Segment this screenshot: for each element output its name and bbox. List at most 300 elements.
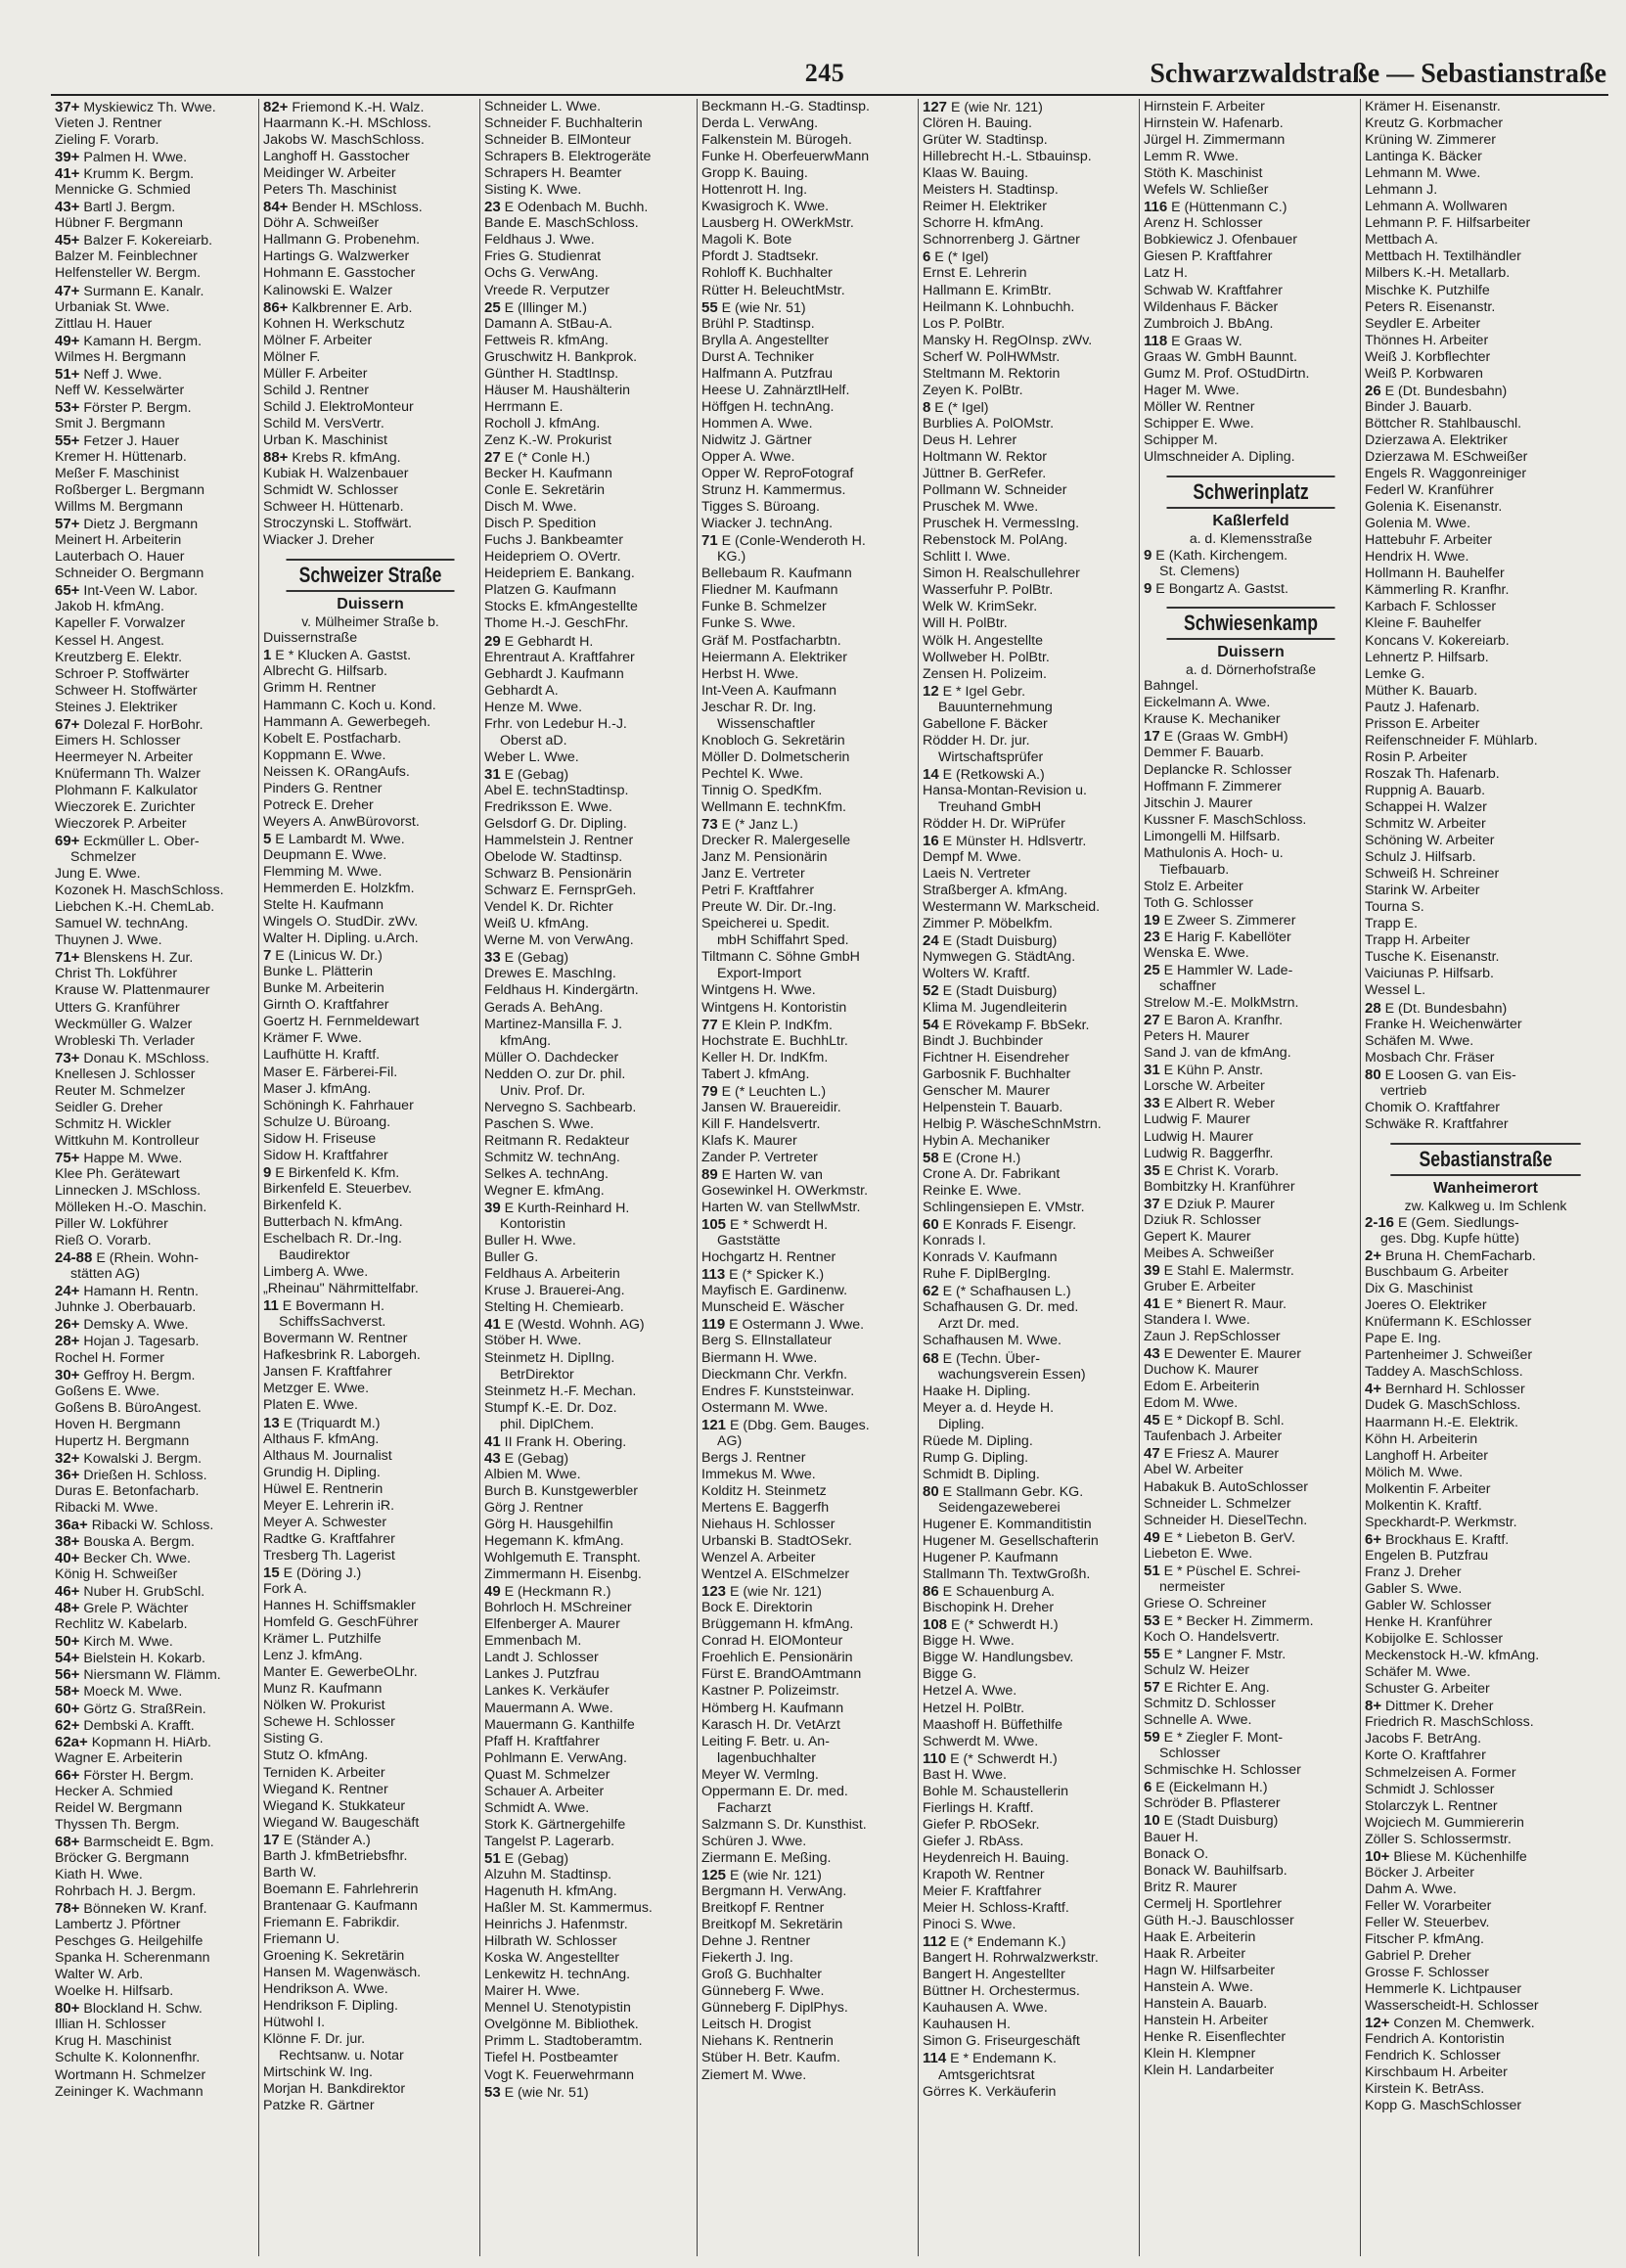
directory-entry: Zimmermann H. Eisenbg.	[484, 1566, 642, 1583]
directory-entry: Strelow M.-E. MolkMstrn.	[1144, 995, 1299, 1012]
directory-entry: Albien M. Wwe.	[484, 1466, 581, 1482]
directory-entry: 80 E Loosen G. van Eis-	[1365, 1066, 1516, 1083]
directory-entry: Dzierzawa A. Elektriker	[1365, 431, 1508, 448]
directory-entry: Krämer L. Putzhilfe	[263, 1631, 382, 1648]
directory-entry: 77 E Klein P. IndKfm.	[701, 1016, 833, 1033]
directory-entry: Garbosnik F. Buchhalter	[923, 1066, 1071, 1082]
directory-entry: Breitkopf M. Sekretärin	[701, 1917, 843, 1933]
directory-entry: 121 E (Dbg. Gem. Bauges.	[701, 1416, 870, 1433]
directory-entry: Hetzel H. PolBtr.	[923, 1700, 1025, 1716]
directory-entry: 55 E (wie Nr. 51)	[701, 298, 806, 316]
directory-entry: Drecker R. Malergeselle	[701, 833, 851, 849]
directory-entry: Hugener M. Gesellschafterin	[923, 1533, 1099, 1550]
directory-entry: Schewe H. Schlosser	[263, 1714, 395, 1731]
directory-entry: Zeininger K. Wachmann	[55, 2083, 203, 2100]
directory-entry: 43 E Dewenter E. Maurer	[1144, 1345, 1301, 1363]
directory-entry: Gerads A. BehAng.	[484, 999, 604, 1016]
directory-entry: Sidow H. Friseuse	[263, 1130, 377, 1147]
directory-entry: 6+ Brockhaus E. Kraftf.	[1365, 1530, 1510, 1548]
directory-entry: Cermelj H. Sportlehrer	[1144, 1895, 1283, 1912]
directory-entry: Edom M. Wwe.	[1144, 1395, 1239, 1412]
entry-continuation: Seidengazeweberei	[938, 1499, 1061, 1516]
entry-continuation: Export-Import	[717, 966, 801, 982]
entry-continuation: Amtsgerichtsrat	[938, 2066, 1035, 2083]
directory-entry: 110 E (* Schwerdt H.)	[923, 1749, 1058, 1767]
directory-entry: 37+ Myskiewicz Th. Wwe.	[55, 99, 216, 115]
directory-entry: Zittlau H. Hauer	[55, 315, 153, 332]
directory-entry: Kozonek H. MaschSchloss.	[55, 883, 224, 899]
directory-entry: Stork K. Gärtnergehilfe	[484, 1816, 626, 1833]
directory-entry: Schneider L. Wwe.	[484, 99, 602, 114]
directory-entry: Kopp G. MaschSchlosser	[1365, 2098, 1522, 2114]
directory-entry: Bischopink H. Dreher	[923, 1600, 1055, 1616]
directory-entry: Reidel W. Bergmann	[55, 1799, 183, 1816]
directory-entry: Abel E. technStadtinsp.	[484, 782, 629, 798]
directory-entry: 51 E (Gebag)	[484, 1849, 569, 1867]
directory-entry: Breitkopf F. Rentner	[701, 1900, 825, 1917]
directory-entry: Schmidt J. Schlosser	[1365, 1781, 1495, 1797]
directory-entry: Nervegno S. Sachbearb.	[484, 1099, 637, 1115]
directory-entry: 66+ Förster H. Bergm.	[55, 1766, 195, 1784]
directory-entry: Steinmetz H. DiplIng.	[484, 1349, 615, 1366]
directory-entry: Hugener P. Kaufmann	[923, 1550, 1059, 1566]
directory-entry: Ziermann E. Meßing.	[701, 1849, 832, 1866]
directory-entry: Stallmann Th. TextwGroßh.	[923, 1566, 1091, 1583]
directory-entry: Martinez-Mansilla F. J.	[484, 1016, 623, 1032]
directory-entry: Dempf M. Wwe.	[923, 849, 1021, 866]
directory-entry: Günther H. StadtInsp.	[484, 365, 619, 382]
directory-entry: Pinoci S. Wwe.	[923, 1917, 1016, 1933]
directory-entry: Bunke M. Arbeiterin	[263, 980, 384, 997]
directory-entry: Hilbrath W. Schlosser	[484, 1933, 617, 1950]
directory-entry: Butterbach N. kfmAng.	[263, 1213, 403, 1230]
directory-entry: Reimer H. Elektriker	[923, 199, 1047, 215]
directory-entry: Endres F. Kunststeinwar.	[701, 1383, 855, 1399]
directory-entry: Weiß P. Korbwaren	[1365, 365, 1483, 382]
entry-continuation: ges. Dbg. Kupfe hütte)	[1380, 1231, 1519, 1247]
directory-entry: 24 E (Stadt Duisburg)	[923, 932, 1058, 950]
directory-entry: Böttcher R. Stahlbauschl.	[1365, 415, 1522, 431]
directory-entry: Rechlitz W. Kabelarb.	[55, 1616, 188, 1633]
directory-entry: Wiegand K. Rentner	[263, 1781, 388, 1797]
directory-entry: Zumbroich J. BbAng.	[1144, 315, 1274, 332]
directory-entry: Schorre H. kfmAng.	[923, 215, 1044, 232]
directory-entry: Hanstein A. Wwe.	[1144, 1978, 1253, 1995]
directory-entry: Schrapers H. Beamter	[484, 165, 622, 182]
directory-entry: Weiß J. Korbflechter	[1365, 348, 1491, 365]
directory-entry: Hammann C. Koch u. Kond.	[263, 697, 436, 713]
entry-continuation: Tiefbauarb.	[1159, 861, 1230, 878]
directory-entry: Arenz H. Schlosser	[1144, 215, 1263, 232]
directory-entry: Lorsche W. Arbeiter	[1144, 1078, 1265, 1095]
directory-entry: Gabriel P. Dreher	[1365, 1948, 1471, 1965]
directory-entry: Wefels W. Schließer	[1144, 182, 1269, 199]
directory-entry: Hoffmann F. Zimmerer	[1144, 778, 1282, 794]
directory-entry: Gropp K. Bauing.	[701, 165, 808, 182]
directory-entry: Schrapers B. Elektrogeräte	[484, 149, 652, 165]
directory-entry: Mettbach A.	[1365, 232, 1438, 249]
directory-entry: Reinke E. Wwe.	[923, 1183, 1021, 1200]
entry-continuation: Treuhand GmbH	[938, 798, 1042, 815]
directory-entry: Bergmann H. VerwAng.	[701, 1883, 847, 1900]
directory-entry: Kapeller F. Vorwalzer	[55, 615, 186, 632]
directory-entry: Karbach F. Schlosser	[1365, 599, 1497, 615]
directory-entry: Hoven H. Bergmann	[55, 1416, 181, 1432]
directory-entry: Strunz H. Kammermus.	[701, 482, 846, 499]
directory-entry: Jakob H. kfmAng.	[55, 599, 164, 615]
directory-entry: Juhnke J. Oberbauarb.	[55, 1299, 197, 1316]
directory-entry: Stutz O. kfmAng.	[263, 1747, 369, 1764]
directory-entry: Rödder H. Dr. jur.	[923, 732, 1030, 748]
directory-entry: Niehans K. Rentnerin	[701, 2033, 834, 2050]
directory-entry: Buschbaum G. Arbeiter	[1365, 1264, 1509, 1281]
directory-entry: 25 E Hammler W. Lade-	[1144, 962, 1293, 979]
directory-entry: Schmitz D. Schlosser	[1144, 1696, 1276, 1712]
directory-entry: 38+ Bouska A. Bergm.	[55, 1533, 195, 1551]
directory-entry: Wentzel A. ElSchmelzer	[701, 1566, 850, 1583]
directory-entry: Heiermann A. Elektriker	[701, 649, 848, 665]
directory-entry: 28+ Hojan J. Tagesarb.	[55, 1333, 200, 1350]
directory-entry: Döhr A. Schweißer	[263, 215, 380, 232]
directory-entry: 10+ Bliese M. Küchenhilfe	[1365, 1847, 1527, 1865]
directory-entry: Werne M. von VerwAng.	[484, 932, 634, 949]
directory-entry: Bindt J. Buchbinder	[923, 1032, 1044, 1049]
directory-entry: Gumz M. Prof. OStudDirtn.	[1144, 365, 1310, 382]
directory-entry: Milbers K.-H. Metallarb.	[1365, 265, 1511, 282]
directory-entry: Kwasigroch K. Wwe.	[701, 199, 830, 215]
directory-entry: Landt J. Schlosser	[484, 1650, 599, 1666]
directory-entry: Fliedner M. Kaufmann	[701, 582, 838, 599]
directory-entry: Haak E. Arbeiterin	[1144, 1928, 1256, 1945]
directory-entry: Pape E. Ing.	[1365, 1331, 1442, 1347]
directory-entry: 25 E (Illinger M.)	[484, 298, 587, 316]
directory-entry: 8+ Dittmer K. Dreher	[1365, 1698, 1494, 1715]
directory-entry: 23 E Harig F. Kabellöter	[1144, 928, 1291, 945]
directory-entry: Burch B. Kunstgewerbler	[484, 1482, 638, 1499]
directory-entry: Habakuk B. AutoSchlosser	[1144, 1478, 1308, 1495]
directory-entry: 47+ Surmann E. Kanalr.	[55, 282, 204, 299]
entry-continuation: Gaststätte	[717, 1233, 781, 1249]
directory-entry: Bande E. MaschSchloss.	[484, 215, 639, 232]
directory-entry: Knobloch G. Sekretärin	[701, 732, 845, 748]
district-heading: Wanheimerort	[1433, 1179, 1538, 1197]
directory-entry: Hommen A. Wwe.	[701, 415, 813, 431]
directory-entry: Halfmann A. Putzfrau	[701, 365, 834, 382]
directory-entry: Mathulonis A. Hoch- u.	[1144, 844, 1284, 861]
directory-entry: Wintgens H. Kontoristin	[701, 999, 847, 1016]
entry-continuation: KG.)	[717, 549, 746, 566]
directory-entry: Conle E. Sekretärin	[484, 482, 606, 499]
directory-entry: Buller H. Wwe.	[484, 1233, 576, 1249]
directory-entry: 62+ Dembski A. Krafft.	[55, 1716, 195, 1734]
directory-entry: Taddey A. MaschSchloss.	[1365, 1364, 1523, 1381]
directory-entry: Schüren J. Wwe.	[701, 1833, 807, 1849]
directory-entry: 67+ Dolezal F. HorBohr.	[55, 715, 203, 733]
directory-entry: Klima M. Jugendleiterin	[923, 999, 1067, 1016]
directory-entry: 68 E (Techn. Über-	[923, 1349, 1040, 1367]
directory-entry: Meyer A. Schwester	[263, 1514, 387, 1530]
directory-entry: 6 E (* Igel)	[923, 249, 989, 266]
directory-entry: Schipper M.	[1144, 431, 1218, 448]
directory-entry: Schneider O. Bergmann	[55, 566, 204, 582]
directory-entry: Gabellone F. Bäcker	[923, 715, 1048, 732]
directory-entry: Steines J. Elektriker	[55, 699, 178, 715]
directory-entry: 73+ Donau K. MSchloss.	[55, 1049, 209, 1066]
directory-entry: 27 E (* Conle H.)	[484, 448, 591, 466]
directory-entry: 8 E (* Igel)	[923, 398, 989, 416]
directory-entry: Wrobleski Th. Verlader	[55, 1032, 195, 1049]
directory-entry: Günneberg F. DiplPhys.	[701, 2000, 848, 2017]
directory-entry: Vreede R. Verputzer	[484, 282, 610, 298]
directory-entry: Pfaff H. Kraftfahrer	[484, 1733, 601, 1749]
directory-entry: Bigge G.	[923, 1666, 977, 1683]
directory-entry: Schuster G. Arbeiter	[1365, 1681, 1490, 1698]
directory-entry: Samuel W. technAng.	[55, 916, 189, 932]
directory-entry: Fredriksson E. Wwe.	[484, 798, 612, 815]
directory-entry: Rieß O. Vorarb.	[55, 1233, 152, 1249]
directory-entry: Mölner F.	[263, 348, 321, 365]
directory-entry: Schmidt A. Wwe.	[484, 1799, 590, 1816]
directory-entry: Lemke G.	[1365, 665, 1425, 682]
directory-entry: Barth W.	[263, 1864, 317, 1881]
directory-entry: Pechtel K. Wwe.	[701, 765, 804, 782]
directory-entry: Britz R. Maurer	[1144, 1879, 1238, 1895]
directory-entry: Funke H. OberfeuerwMann	[701, 149, 870, 165]
directory-entry: Manter E. GewerbeOLhr.	[263, 1664, 418, 1681]
directory-entry: Brantenaar G. Kaufmann	[263, 1897, 418, 1914]
directory-entry: Trapp H. Arbeiter	[1365, 932, 1470, 949]
directory-entry: Bauer H.	[1144, 1829, 1198, 1845]
directory-entry: 9 E Bongartz A. Gastst.	[1144, 580, 1288, 598]
directory-entry: Kobelt E. Postfacharb.	[263, 730, 402, 747]
directory-entry: Rochel H. Former	[55, 1349, 164, 1366]
directory-entry: Kill F. Handelsvertr.	[701, 1115, 821, 1132]
directory-entry: Mauermann A. Wwe.	[484, 1700, 613, 1716]
directory-entry: Koch O. Handelsvertr.	[1144, 1628, 1280, 1645]
directory-entry: Eickelmann A. Wwe.	[1144, 695, 1271, 711]
directory-entry: 57+ Dietz J. Bergmann	[55, 516, 199, 533]
directory-entry: Eschelbach R. Dr.-Ing.	[263, 1231, 402, 1247]
directory-entry: Zeyen K. PolBtr.	[923, 382, 1023, 398]
directory-entry: Girnth O. Kraftfahrer	[263, 997, 389, 1014]
directory-entry: Albrecht G. Hilfsarb.	[263, 663, 387, 680]
directory-entry: Schulz J. Hilfsarb.	[1365, 849, 1476, 866]
directory-entry: Walter H. Dipling. u.Arch.	[263, 930, 419, 947]
directory-entry: Hammelstein J. Rentner	[484, 833, 634, 849]
directory-entry: Möller W. Rentner	[1144, 398, 1255, 415]
directory-entry: Hendrix H. Wwe.	[1365, 549, 1469, 566]
directory-entry: Korte O. Kraftfahrer	[1365, 1747, 1486, 1764]
directory-entry: Günneberg F. Wwe.	[701, 1983, 825, 2000]
directory-entry: Binder J. Bauarb.	[1365, 398, 1472, 415]
directory-entry: Fuchs J. Bankbeamter	[484, 532, 623, 549]
directory-entry: 79 E (* Leuchten L.)	[701, 1082, 827, 1100]
directory-entry: Preute W. Dir. Dr.-Ing.	[701, 899, 836, 916]
directory-entry: Bobkiewicz J. Ofenbauer	[1144, 232, 1297, 249]
directory-entry: Zöller S. Schlossermstr.	[1365, 1831, 1512, 1847]
directory-entry: Smit J. Bergmann	[55, 415, 165, 431]
directory-entry: 55 E * Langner F. Mstr.	[1144, 1645, 1287, 1662]
directory-entry: Wildenhaus F. Bäcker	[1144, 298, 1279, 315]
directory-entry: 9 E (Kath. Kirchengem.	[1144, 547, 1288, 565]
directory-entry: Heidepriem E. Bankang.	[484, 566, 635, 582]
directory-entry: Dudek G. MaschSchloss.	[1365, 1397, 1521, 1414]
directory-entry: Kalinowski E. Walzer	[263, 282, 392, 298]
directory-entry: Jeschar R. Dr. Ing.	[701, 699, 817, 715]
directory-entry: Tresberg Th. Lagerist	[263, 1547, 395, 1564]
directory-entry: Mischke K. Putzhilfe	[1365, 282, 1490, 298]
directory-entry: Pinders G. Rentner	[263, 780, 383, 796]
directory-entry: Helfensteller W. Bergm.	[55, 265, 202, 282]
directory-entry: 75+ Happe M. Wwe.	[55, 1149, 183, 1166]
directory-entry: Laeis N. Vertreter	[923, 866, 1031, 883]
directory-entry: 82+ Friemond K.-H. Walz.	[263, 99, 425, 115]
entry-continuation: BetrDirektor	[500, 1366, 574, 1383]
directory-entry: Peschges G. Heilgehilfe	[55, 1933, 203, 1950]
directory-entry: Bovermann W. Rentner	[263, 1331, 408, 1347]
directory-entry: Giefer J. RbAss.	[923, 1833, 1024, 1849]
directory-entry: Hollmann H. Bauhelfer	[1365, 566, 1505, 582]
directory-entry: Kremer H. Hüttenarb.	[55, 448, 187, 465]
directory-entry: Fries G. Studienrat	[484, 249, 602, 265]
directory-entry: Koppmann E. Wwe.	[263, 747, 386, 763]
directory-entry: a. d. Dörnerhofstraße	[1185, 661, 1317, 678]
directory-entry: Mosbach Chr. Fräser	[1365, 1049, 1495, 1066]
directory-entry: Koska W. Angestellter	[484, 1950, 620, 1967]
directory-entry: Buller G.	[484, 1249, 539, 1266]
directory-entry: Stelting H. Chemiearb.	[484, 1299, 624, 1316]
directory-entry: Pruschek H. VermessIng.	[923, 516, 1080, 532]
street-heading: Sebastianstraße	[1390, 1143, 1580, 1176]
directory-entry: Klein H. Klempner	[1144, 2046, 1256, 2063]
directory-entry: Stumpf K.-E. Dr. Doz.	[484, 1399, 617, 1416]
directory-entry: 26+ Demsky A. Wwe.	[55, 1316, 189, 1334]
directory-entry: Gebhardt A.	[484, 682, 559, 699]
directory-entry: Disch P. Spedition	[484, 516, 597, 532]
directory-entry: Disch M. Wwe.	[484, 499, 577, 516]
directory-entry: 60+ Görtz G. StraßRein.	[55, 1700, 206, 1717]
directory-entry: Duchow K. Maurer	[1144, 1362, 1259, 1379]
directory-entry: Magoli K. Bote	[701, 232, 792, 249]
directory-entry: Pfordt J. Stadtsekr.	[701, 249, 819, 265]
directory-entry: Wojciech M. Gummiererin	[1365, 1814, 1524, 1831]
directory-entry: Bonack O.	[1144, 1845, 1209, 1862]
directory-entry: 12 E * Igel Gebr.	[923, 682, 1026, 700]
directory-entry: Lausberg H. OWerkMstr.	[701, 215, 854, 232]
directory-entry: Straßberger A. kfmAng.	[923, 883, 1068, 899]
directory-entry: 49 E (Heckmann R.)	[484, 1583, 611, 1601]
directory-entry: Clören H. Bauing.	[923, 115, 1032, 132]
directory-entry: Deplancke R. Schlosser	[1144, 761, 1292, 778]
directory-entry: 123 E (wie Nr. 121)	[701, 1583, 822, 1601]
directory-entry: Hammann A. Gewerbegeh.	[263, 713, 431, 730]
directory-entry: Schnorrenberg J. Gärtner	[923, 232, 1080, 249]
directory-entry: Schafhausen G. Dr. med.	[923, 1299, 1079, 1316]
directory-entry: 54 E Rövekamp F. BbSekr.	[923, 1016, 1090, 1033]
directory-entry: Gruber E. Arbeiter	[1144, 1278, 1256, 1294]
directory-entry: Wagner E. Arbeiterin	[55, 1749, 183, 1766]
directory-entry: Christ Th. Lokführer	[55, 966, 178, 982]
directory-entry: 40+ Becker Ch. Wwe.	[55, 1550, 191, 1567]
directory-entry: Gabler S. Wwe.	[1365, 1580, 1463, 1597]
directory-entry: Haak R. Arbeiter	[1144, 1945, 1246, 1962]
directory-column	[480, 99, 698, 2256]
directory-entry: Balzer M. Feinblechner	[55, 249, 198, 265]
directory-entry: 24-88 E (Rhein. Wohn-	[55, 1249, 199, 1267]
directory-entry: Damann A. StBau-A.	[484, 315, 612, 332]
directory-entry: Klein H. Landarbeiter	[1144, 2063, 1275, 2079]
directory-entry: Henze M. Wwe.	[484, 699, 583, 715]
directory-entry: Maser E. Färberei-Fil.	[263, 1064, 398, 1080]
directory-entry: Meier H. Schloss-Kraftf.	[923, 1900, 1069, 1917]
directory-entry: Hemmerle K. Lichtpauser	[1365, 1981, 1522, 1998]
directory-entry: 108 E (* Schwerdt H.)	[923, 1616, 1059, 1634]
directory-entry: Engels R. Waggonreiniger	[1365, 466, 1527, 482]
directory-entry: 56+ Niersmann W. Flämm.	[55, 1666, 221, 1684]
directory-entry: Gelsdorf G. Dr. Dipling.	[484, 816, 627, 833]
directory-entry: Karasch H. Dr. VetArzt	[701, 1716, 840, 1733]
directory-entry: König H. Schweißer	[55, 1566, 178, 1583]
directory-entry: Giefer P. RbOSekr.	[923, 1816, 1040, 1833]
directory-entry: Zaun J. RepSchlosser	[1144, 1329, 1281, 1345]
directory-entry: Bergs J. Rentner	[701, 1449, 806, 1466]
directory-entry: Schmischke H. Schlosser	[1144, 1762, 1301, 1779]
directory-entry: Wenska E. Wwe.	[1144, 945, 1249, 962]
directory-entry: Schild J. Rentner	[263, 382, 370, 398]
directory-entry: Primm L. Stadtoberamtm.	[484, 2033, 643, 2050]
directory-entry: 36+ Drießen H. Schloss.	[55, 1466, 207, 1483]
directory-entry: Haßler M. St. Kammermus.	[484, 1900, 653, 1917]
directory-entry: Gräf M. Postfacharbtn.	[701, 632, 841, 649]
running-title: Schwarzwaldstraße — Sebastianstraße	[1150, 59, 1606, 89]
directory-entry: 69+ Eckmüller L. Ober-	[55, 833, 200, 850]
directory-entry: 29 E Gebhardt H.	[484, 632, 594, 650]
directory-entry: Bonack W. Bauhilfsarb.	[1144, 1862, 1287, 1879]
directory-entry: 71+ Blenskens H. Zur.	[55, 949, 194, 967]
directory-entry: Helpenstein T. Bauarb.	[923, 1099, 1063, 1115]
directory-entry: Fendrich K. Schlosser	[1365, 2048, 1501, 2064]
directory-entry: Fiekerth J. Ing.	[701, 1950, 793, 1967]
directory-entry: 31 E Kühn P. Anstr.	[1144, 1062, 1264, 1079]
directory-entry: Conrad H. ElOMonteur	[701, 1633, 843, 1650]
directory-entry: 12+ Conzen M. Chemwerk.	[1365, 2015, 1535, 2032]
directory-entry: Gosewinkel H. OWerkmstr.	[701, 1183, 869, 1200]
directory-entry: Heidepriem O. OVertr.	[484, 549, 621, 566]
directory-entry: Lemm R. Wwe.	[1144, 149, 1239, 165]
directory-entry: Deus H. Lehrer	[923, 431, 1017, 448]
directory-entry: Krapoth W. Rentner	[923, 1866, 1045, 1882]
directory-entry: Köhn H. Arbeiterin	[1365, 1430, 1478, 1447]
directory-entry: 49+ Kamann H. Bergm.	[55, 332, 203, 349]
directory-entry: Hecker A. Schmied	[55, 1783, 173, 1799]
directory-entry: 112 E (* Endemann K.)	[923, 1933, 1066, 1951]
directory-entry: 84+ Bender H. MSchloss.	[263, 199, 423, 216]
directory-entry: Rödder H. Dr. WiPrüfer	[923, 816, 1065, 833]
directory-entry: 14 E (Retkowski A.)	[923, 765, 1045, 783]
directory-entry: Zieling F. Vorarb.	[55, 132, 159, 149]
directory-entry: Kruse J. Brauerei-Ang.	[484, 1283, 625, 1299]
directory-entry: Opper W. ReproFotograf	[701, 466, 854, 482]
directory-entry: Nedden O. zur Dr. phil.	[484, 1066, 626, 1082]
directory-entry: Konrads I.	[923, 1233, 986, 1249]
directory-entry: Goßens B. BüroAngest.	[55, 1399, 202, 1416]
directory-entry: Bock E. Direktorin	[701, 1600, 813, 1616]
directory-entry: Pruschek M. Wwe.	[923, 499, 1039, 516]
entry-continuation: Oberst aD.	[500, 732, 567, 748]
directory-entry: Urbanski B. StadtOSekr.	[701, 1533, 852, 1550]
directory-entry: Flemming M. Wwe.	[263, 863, 383, 880]
directory-entry: Kauhausen H.	[923, 2017, 1011, 2033]
